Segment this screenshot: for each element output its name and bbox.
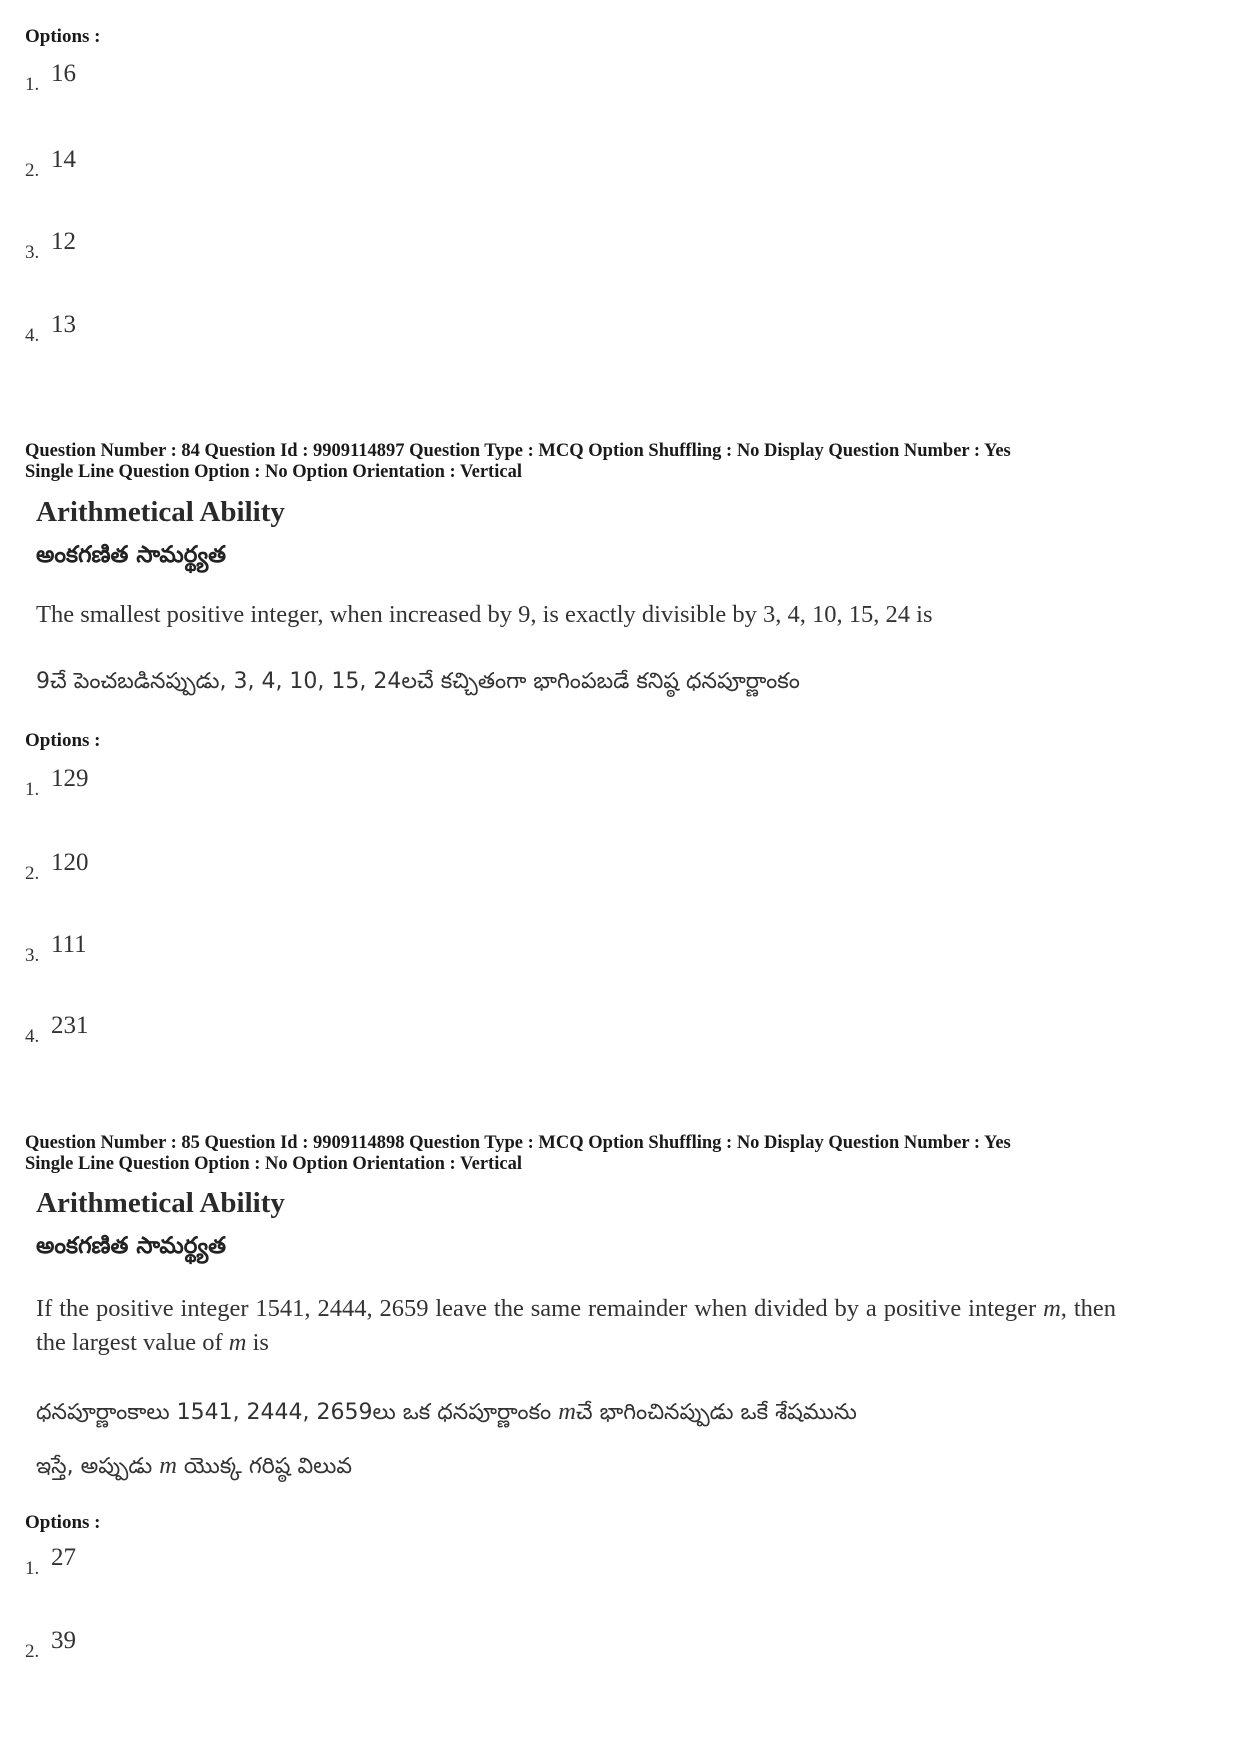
- question-meta-line2: Single Line Question Option : No Option Orientation : Vertical: [25, 1154, 522, 1174]
- question-text-telugu: 9చే పెంచబడినప్పుడు, 3, 4, 10, 15, 24లచే కచ్చితంగా భాగింపబడే కనిష్ఠ ధనపూర్ణాంకం: [36, 669, 800, 694]
- option-value: 27: [51, 1544, 76, 1571]
- option-number: 4.: [25, 325, 40, 346]
- subject-title: Arithmetical Ability: [36, 496, 285, 528]
- subject-title-telugu: అంకగణిత సామర్థ్యత: [36, 1233, 227, 1259]
- question-text: The smallest positive integer, when increased by 9, is exactly divisible by 3, 4, 10, 15, 24 is: [36, 601, 933, 628]
- variable-m: m: [159, 1452, 177, 1479]
- question-meta: [25, 441, 1011, 483]
- option-value: 120: [51, 849, 89, 876]
- question-text-telugu-line1: [36, 1398, 857, 1430]
- question-meta-line1: Question Number : 85 Question Id : 9909114898 Question Type : MCQ Option Shuffling : No Display Question Number : Yes: [25, 1133, 1011, 1153]
- question-text-part: If the positive integer 1541, 2444, 2659 leave the same remainder when divided by a positive integer: [36, 1295, 1044, 1322]
- question-text-part: ధనపూర్ణాంకాలు 1541, 2444, 2659లు ఒక ధనపూర్ణాంకం: [36, 1400, 559, 1425]
- option-value: 13: [51, 311, 76, 338]
- question-text-part: చే భాగించినప్పుడు ఒకే శేషమును: [575, 1400, 857, 1425]
- options-label: Options :: [25, 1512, 101, 1533]
- question-text-part: is: [246, 1329, 269, 1356]
- options-label: Options :: [25, 730, 101, 751]
- options-label: Options :: [25, 26, 101, 47]
- option-value: 111: [51, 931, 87, 958]
- option-number: 3.: [25, 242, 40, 263]
- option-value: 16: [51, 60, 76, 87]
- question-text-part: ఇస్తే, అప్పుడు: [36, 1454, 160, 1479]
- question-text: [36, 1292, 1116, 1360]
- question-meta-line2: Single Line Question Option : No Option Orientation : Vertical: [25, 462, 522, 482]
- option-value: 39: [51, 1627, 76, 1654]
- option-number: 3.: [25, 945, 40, 966]
- option-value: 231: [51, 1012, 89, 1039]
- subject-title-telugu: అంకగణిత సామర్థ్యత: [36, 542, 227, 568]
- option-number: 1.: [25, 779, 40, 800]
- variable-m: m: [1043, 1295, 1061, 1322]
- question-meta: [25, 1133, 1011, 1175]
- option-value: 14: [51, 146, 76, 173]
- option-number: 1.: [25, 1558, 40, 1579]
- question-text-part: , then the largest value of: [36, 1295, 1116, 1356]
- question-text-part: యొక్క గరిష్ఠ విలువ: [176, 1454, 352, 1479]
- option-value: 12: [51, 228, 76, 255]
- variable-m: m: [228, 1329, 247, 1356]
- option-number: 2.: [25, 1641, 40, 1662]
- option-number: 2.: [25, 160, 40, 181]
- option-value: 129: [51, 765, 89, 792]
- subject-title: Arithmetical Ability: [36, 1187, 285, 1219]
- option-number: 1.: [25, 74, 40, 95]
- option-number: 4.: [25, 1026, 40, 1047]
- variable-m: m: [558, 1398, 576, 1425]
- question-meta-line1: Question Number : 84 Question Id : 9909114897 Question Type : MCQ Option Shuffling : No Display Question Number : Yes: [25, 441, 1011, 461]
- option-number: 2.: [25, 863, 40, 884]
- question-text-telugu-line2: [36, 1452, 352, 1484]
